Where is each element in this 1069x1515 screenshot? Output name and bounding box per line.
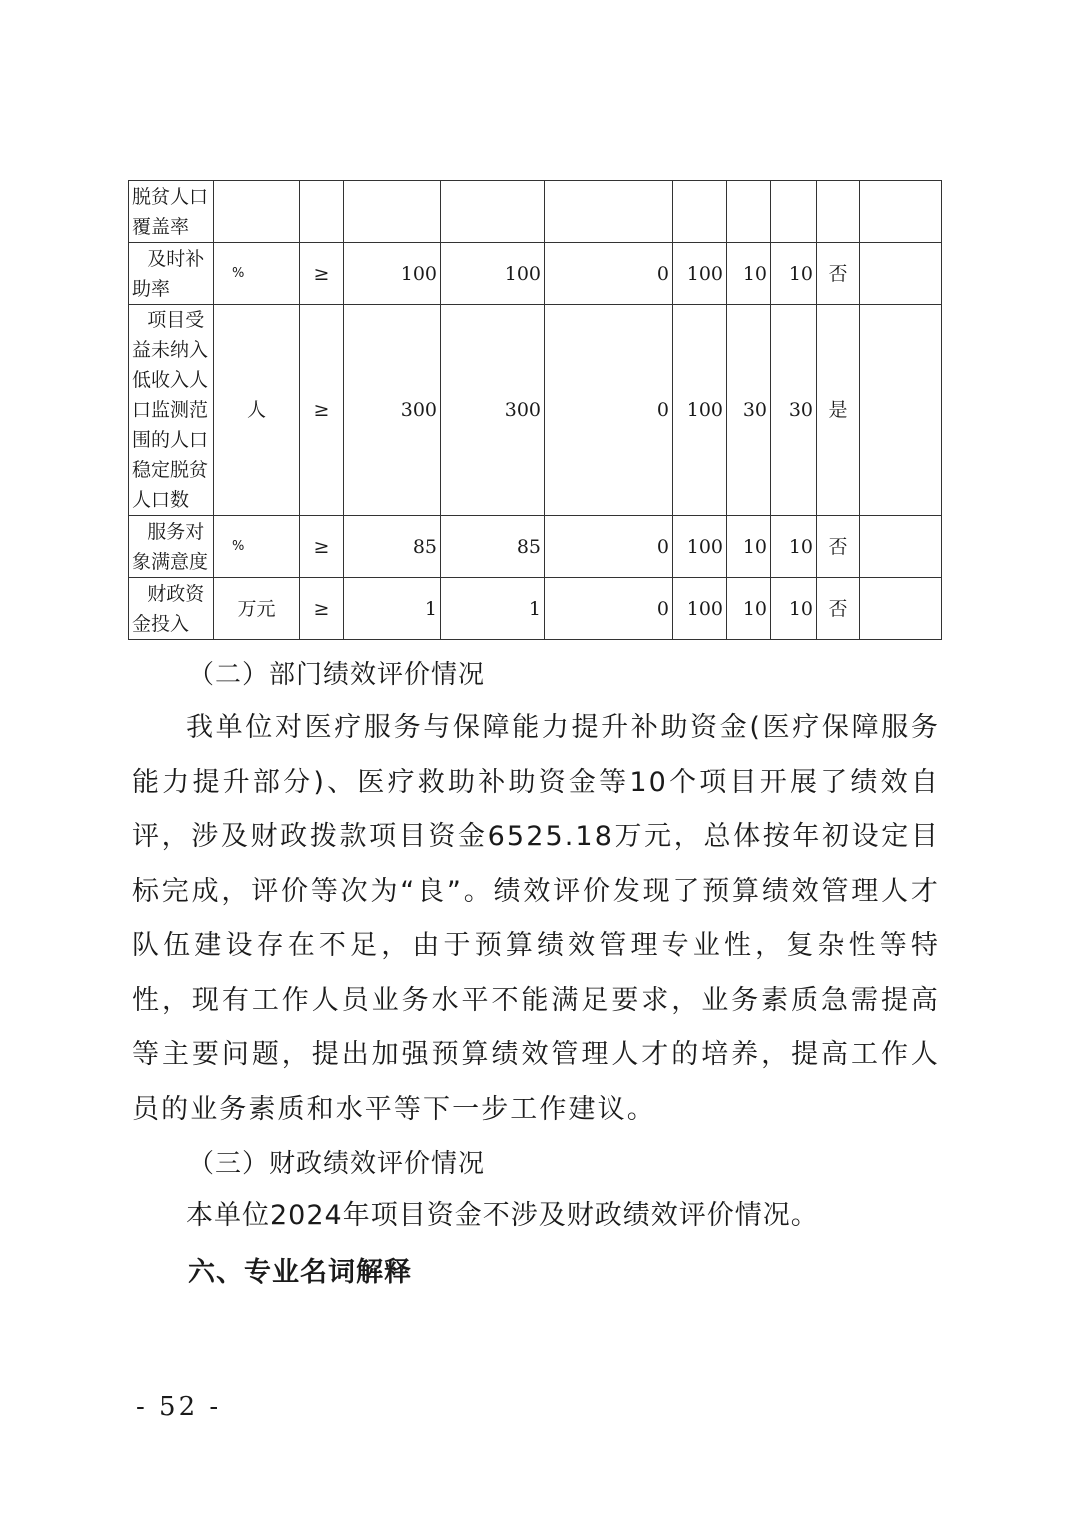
indicator-name: 项目受益未纳入低收入人口监测范围的人口稳定脱贫人口数	[129, 305, 214, 516]
table-row	[129, 243, 942, 305]
indicator-deviation: 0	[545, 578, 673, 640]
indicator-flag: 否	[817, 516, 860, 578]
indicator-deviation: 0	[545, 305, 673, 516]
section-heading-glossary: 六、专业名词解释	[188, 1257, 412, 1288]
indicator-operator: ≥	[300, 578, 344, 640]
indicator-operator: ≥	[300, 516, 344, 578]
indicator-name: 及时补助率	[129, 243, 214, 305]
indicator-flag: 否	[817, 578, 860, 640]
indicator-actual: 300	[441, 305, 545, 516]
indicator-weight: 10	[727, 516, 771, 578]
indicator-operator	[300, 181, 344, 243]
performance-indicator-table	[128, 180, 942, 640]
indicator-flag	[817, 181, 860, 243]
table-row	[129, 181, 942, 243]
indicator-name: 脱贫人口覆盖率	[129, 181, 214, 243]
indicator-score	[771, 181, 817, 243]
indicator-weight: 10	[727, 578, 771, 640]
indicator-flag: 否	[817, 243, 860, 305]
indicator-target: 1	[344, 578, 441, 640]
indicator-actual: 85	[441, 516, 545, 578]
indicator-operator: ≥	[300, 243, 344, 305]
indicator-target: 300	[344, 305, 441, 516]
table-row	[129, 516, 942, 578]
indicator-name: 财政资金投入	[129, 578, 214, 640]
indicator-score: 10	[771, 516, 817, 578]
section-heading-fiscal-evaluation: （三）财政绩效评价情况	[188, 1149, 486, 1179]
indicator-operator: ≥	[300, 305, 344, 516]
indicator-score: 10	[771, 243, 817, 305]
indicator-unit: %	[214, 243, 300, 305]
indicator-rate	[673, 181, 727, 243]
table-row	[129, 305, 942, 516]
indicator-weight: 30	[727, 305, 771, 516]
section-heading-department-evaluation: （二）部门绩效评价情况	[188, 660, 486, 690]
indicator-deviation: 0	[545, 243, 673, 305]
indicator-score: 10	[771, 578, 817, 640]
indicator-unit	[214, 181, 300, 243]
indicator-note	[860, 243, 942, 305]
indicator-unit: 万元	[214, 578, 300, 640]
indicator-rate: 100	[673, 305, 727, 516]
indicator-target	[344, 181, 441, 243]
indicator-weight	[727, 181, 771, 243]
indicator-weight: 10	[727, 243, 771, 305]
indicator-deviation: 0	[545, 516, 673, 578]
indicator-note	[860, 305, 942, 516]
indicator-note	[860, 181, 942, 243]
indicator-score: 30	[771, 305, 817, 516]
indicator-rate: 100	[673, 516, 727, 578]
indicator-actual: 100	[441, 243, 545, 305]
fiscal-evaluation-paragraph: 本单位2024年项目资金不涉及财政绩效评价情况。	[186, 1200, 819, 1231]
indicator-name: 服务对象满意度	[129, 516, 214, 578]
indicator-actual: 1	[441, 578, 545, 640]
indicator-actual	[441, 181, 545, 243]
indicator-note	[860, 578, 942, 640]
indicator-target: 100	[344, 243, 441, 305]
indicator-rate: 100	[673, 243, 727, 305]
indicator-unit: 人	[214, 305, 300, 516]
indicator-deviation	[545, 181, 673, 243]
indicator-unit: %	[214, 516, 300, 578]
page-number: - 52 -	[136, 1392, 222, 1422]
indicator-rate: 100	[673, 578, 727, 640]
indicator-note	[860, 516, 942, 578]
table-row	[129, 578, 942, 640]
indicator-target: 85	[344, 516, 441, 578]
department-evaluation-paragraph: 我单位对医疗服务与保障能力提升补助资金(医疗保障服务能力提升部分)、医疗救助补助资金等10个项目开展了绩效自评，涉及财政拨款项目资金6525.18万元，总体按年初设定目标完成，评价等次为“良”。绩效评价发现了预算绩效管理人才队伍建设存在不足，由于预算绩效管理专业性，复杂性等特性，现有工作人员业务水平不能满足要求，业务素质急需提高等主要问题，提出加强预算绩效管理人才的培养，提高工作人员的业务素质和水平等下一步工作建议。	[132, 712, 940, 1125]
indicator-flag: 是	[817, 305, 860, 516]
